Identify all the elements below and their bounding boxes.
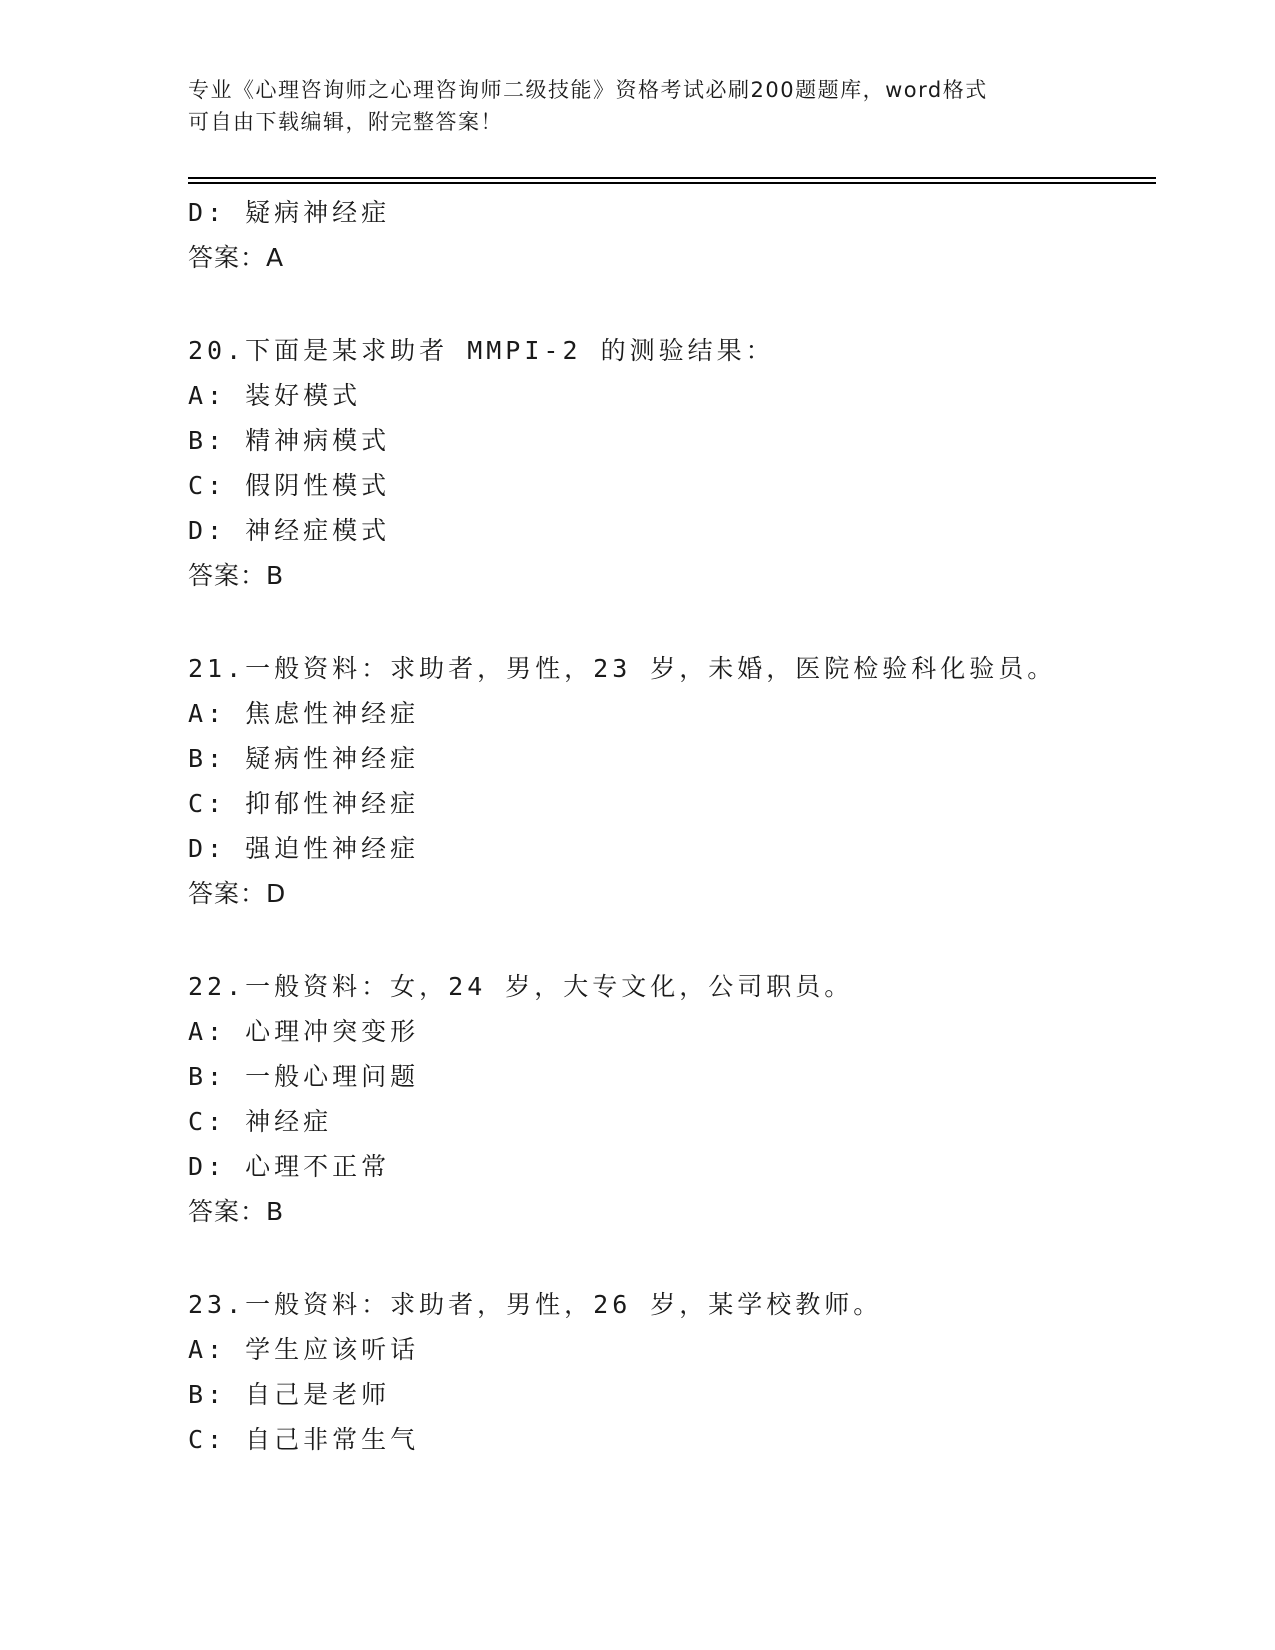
option-b: B: 一般心理问题	[188, 1062, 420, 1091]
question-stem: 23.一般资料：求助者，男性，26 岁，某学校教师。	[188, 1290, 883, 1319]
option-a: A: 装好模式	[188, 381, 362, 410]
option-d: D: 心理不正常	[188, 1152, 391, 1181]
option-a: A: 心理冲突变形	[188, 1017, 420, 1046]
answer: 答案：D	[188, 879, 287, 908]
option-a: A: 学生应该听话	[188, 1335, 420, 1364]
option-a: A: 焦虑性神经症	[188, 699, 420, 728]
option-d: D: 疑病神经症	[188, 198, 391, 227]
header-rule-bottom	[188, 182, 1156, 184]
header-rule-top	[188, 177, 1156, 179]
option-b: B: 疑病性神经症	[188, 744, 420, 773]
answer: 答案：B	[188, 1197, 285, 1226]
answer: 答案：B	[188, 561, 285, 590]
option-c: C: 假阴性模式	[188, 471, 391, 500]
option-d: D: 强迫性神经症	[188, 834, 420, 863]
option-b: B: 精神病模式	[188, 426, 391, 455]
document-header	[188, 74, 1088, 138]
question-stem: 20.下面是某求助者 MMPI-2 的测验结果：	[188, 336, 775, 365]
option-c: C: 自己非常生气	[188, 1425, 420, 1454]
header-line-2: 可自由下载编辑，附完整答案！	[188, 110, 503, 134]
option-c: C: 抑郁性神经症	[188, 789, 420, 818]
answer: 答案：A	[188, 243, 285, 272]
header-line-1: 专业《心理咨询师之心理咨询师二级技能》资格考试必刷200题题库，word格式	[188, 78, 988, 102]
option-d: D: 神经症模式	[188, 516, 391, 545]
question-stem: 22.一般资料：女，24 岁，大专文化，公司职员。	[188, 972, 854, 1001]
question-stem: 21.一般资料：求助者，男性，23 岁，未婚，医院检验科化验员。	[188, 654, 1057, 683]
option-b: B: 自己是老师	[188, 1380, 391, 1409]
option-c: C: 神经症	[188, 1107, 333, 1136]
document-body	[188, 190, 1156, 1462]
